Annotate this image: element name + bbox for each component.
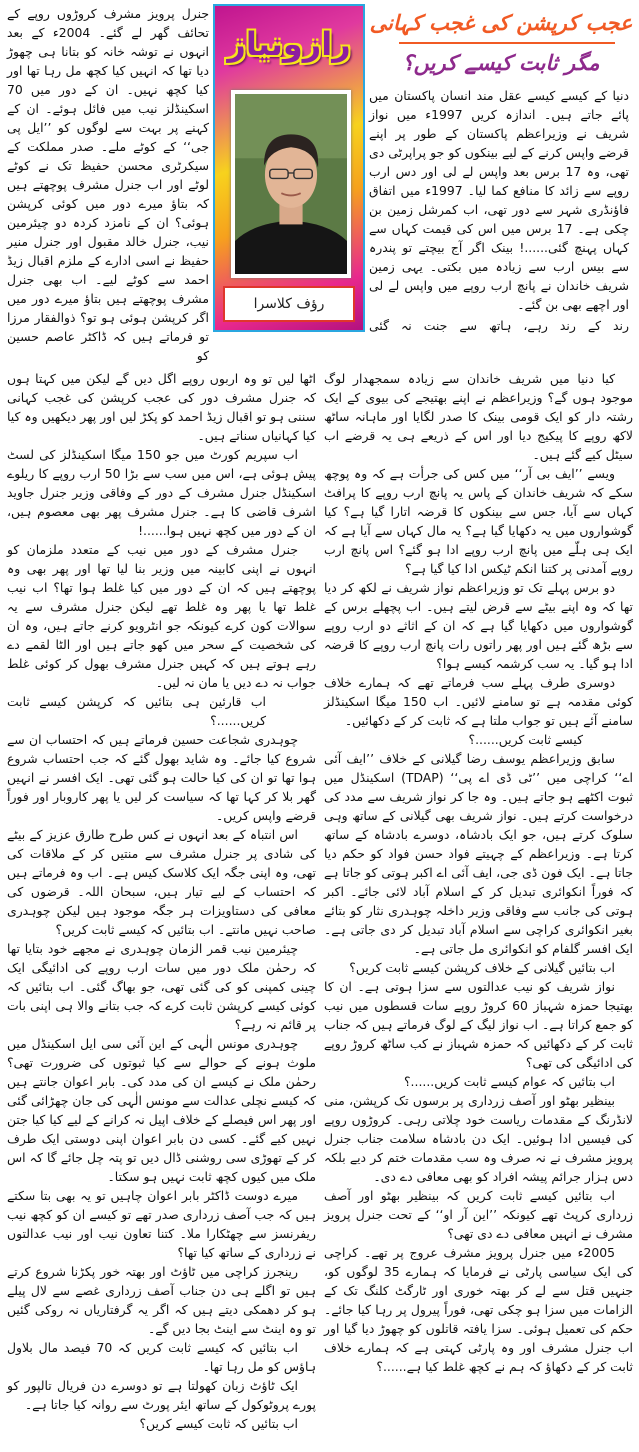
- paragraph: ویسے ’’ایف بی آر‘‘ میں کس کی جرأت ہے کہ وہ پوچھ سکے کہ شریف خاندان کے پاس یہ پانچ ارب روپے کا پرافٹ کہاں سے آیا، جس سے بینکوں کا قرضہ اتارا گیا ہے؟ کیا گوشواروں میں یہ دکھایا گیا ہے؟ یہ مال کہاں سے آیا ہے کہ ایک ہی ہلّے میں پانچ ارب روپے ادا ہو گئے؟ اس پانچ ارب روپے آمدنی پر کتنا انکم ٹیکس ادا کیا گیا ہے؟: [324, 466, 633, 576]
- bottom-section: [0, 365, 639, 1433]
- column-name-logo: رازونیاز: [227, 25, 351, 63]
- article-column-top-right: [369, 86, 629, 335]
- paragraph: چوہدری مونس الٰہی کے این آئی سی ایل اسکینڈل میں ملوث ہونے کے حوالے سے کیا ثبوتوں کی ضرورت تھی؟ رحمٰن ملک نے کیسے ان کی مدد کی۔ بابر اعوان جانتے ہیں کہ کیسے نچلی عدالت سے مونس الٰہی کی جان چھڑائی گئی اور پھر اس فیصلے کے خلاف اپیل نہ کرانے کے لیے کیا کیا جتن نہیں کیے گئے۔ کسی دن بابر اعوان اپنی دوستی ایک طرف کر کے تھوڑی سی روشنی ڈال دیں تو پتہ چل جائے گا کہ اس ملک میں کیوں کچھ ثابت نہیں ہو سکتا۔: [7, 1036, 316, 1184]
- headline-line-1: عجب کرپشن کی غجب کہانی: [369, 11, 633, 35]
- paragraph: دنیا کے کیسے کیسے عقل مند انسان پاکستان میں پائے جاتے ہیں۔ اندازہ کریں 1997ء میں نواز شریف نے وزیراعظم پاکستان کے طور پر اپنے قرضے واپس کرنے کے لیے بینکوں کو جو پراپرٹی دی تھی، وہ 17 برس بعد واپس لے لی اور دس ارب روپے سے زائد کا منافع کما لیا۔ 1997ء میں اتفاق فاؤنڈری شہر سے دور تھی، اب کمرشل زمین بن چکی ہے۔ 17 برس میں اس کی قیمت کہاں سے کہاں پہنچ گئی......! بینک اگر آج بیچتے تو پندرہ سے بیس ارب سے زیادہ میں بکتی۔ یہی زمین شریف خاندان نے پانچ ارب روپے میں واپس لے لی اور اچھے بھی بن گئے۔: [369, 88, 630, 312]
- paragraph: دو برس پہلے تک تو وزیراعظم نواز شریف نے لکھ کر دیا تھا کہ وہ اپنے بیٹے سے قرض لیتے ہیں۔ اب پچھلے برس کے گوشواروں میں دکھایا گیا ہے کہ ان کے اثاثے دو ارب روپے سے بڑھ گئے ہیں اور پھر راتوں رات پانچ ارب روپے کا قرضہ ادا ہو گیا۔ یہ سب کرشمہ کیسے ہوا؟: [324, 580, 633, 671]
- verse-line: رند کے رند رہے، ہاتھ سے جنت نہ گئی: [369, 318, 629, 333]
- paragraph: جنرل مشرف کے دور میں نیب کے متعدد ملزمان کو انہوں نے اپنی کابینہ میں وزیر بنا لیا تھا اور پھر بھی وہ پوچھتے ہیں کہ ان کے دور میں کیا غلط ہوا تھا؟ اب نیب غلط تھا یا پھر وہ غلط تھے لیکن جنرل مشرف سے یہ سوالات کون کرے کیونکہ جو انٹرویو کرنے جاتے ہیں، وہ ان کی شخصیت کے سحر میں کھو جاتے ہیں اور الٹا لقمے دے رہے ہوتے ہیں کہ کہیں جنرل مشرف بھول کر کوئی غلط جواب نہ دے دیں یا مان نہ لیں۔: [7, 542, 316, 690]
- paragraph: اب بتائیں کہ کیسے ثابت کریں کہ 70 فیصد مال بلاول ہاؤس کو مل رہا تھا۔: [7, 1340, 316, 1374]
- paragraph: کیا دنیا میں شریف خاندان سے زیادہ سمجھدار لوگ موجود ہوں گے؟ وزیراعظم نے اپنے بھتیجے کی بیوی کے ایک رشتہ دار کو ایک قومی بینک کا صدر لگایا اور ماہانہ ساٹھ لاکھ روپے کا پیکیج دیا اور اس کے ذریعے ہی یہ قرضے اب سیٹل کیے گئے ہیں۔: [324, 371, 633, 462]
- author-name: رؤف کلاسرا: [223, 286, 355, 322]
- paragraph: میرے دوست ڈاکٹر بابر اعوان چاہیں تو یہ بھی بتا سکتے ہیں کہ جب آصف زرداری صدر تھے تو کیسے ان کو کچھ نیب ریفرنسز سے چھٹکارا ملا۔ کتنا تعاون نیب اور نیب عدالتوں نے زرداری کے ساتھ کیا تھا؟: [7, 1188, 316, 1260]
- article-column-top-left: [7, 4, 209, 365]
- paragraph: رینجرز کراچی میں ٹاؤٹ اور بھتہ خور پکڑنا شروع کرتے ہیں تو اگلے ہی دن جناب آصف زرداری غصے سے لال پیلے ہو کر دھمکی دیتے ہیں کہ اگر یہ گرفتاریاں نہ روکی گئیں تو وہ اینٹ سے اینٹ بجا دیں گے۔: [7, 1264, 316, 1336]
- author-photo: [231, 90, 351, 278]
- article-column-right: [324, 369, 633, 1433]
- question-line: اب بتائیں کہ عوام کیسے ثابت کریں......؟: [403, 1074, 615, 1089]
- paragraph: اٹھا لیں تو وہ اربوں روپے اگل دیں گے لیکن میں کہتا ہوں کہ جنرل مشرف دور کی عجب کرپشن کی غجب کہانی سننی ہو تو اقبال زیڈ احمد کو پکڑ لیں اور پھر دیکھیں وہ کیا کیا کہانیاں سناتے ہیں۔: [7, 371, 316, 443]
- paragraph: 2005ء میں جنرل پرویز مشرف عروج پر تھے۔ کراچی کی ایک سیاسی پارٹی نے فرمایا کہ ہمارے 35 لوگوں کو، جنہیں قتل سے لے کر بھتہ خوری اور ٹارگٹ کلنگ تک کے الزامات میں سزا ہو چکی تھی، فوراً پیرول پر رہا کیا جائے۔ حکم کی تعمیل ہوئی۔ سزا یافتہ قاتلوں کو چھوڑ دیا گیا اور اب جنرل مشرف اور وہ پارٹی کہتی ہے کہ ہمارے خلاف ثابت کر کے دکھاؤ کہ ہم نے کچھ غلط کیا ہے......؟: [324, 1245, 633, 1374]
- paragraph: دوسری طرف پہلے سب فرماتے تھے کہ ہمارے خلاف کوئی مقدمہ ہے تو سامنے لائیں۔ اب 150 میگا اسکینڈلز سامنے آئے ہیں تو جواب ملتا ہے کہ ثابت کر کے دکھائیں۔: [324, 675, 633, 728]
- paragraph: سابق وزیراعظم یوسف رضا گیلانی کے خلاف ’’ایف آئی اے‘‘ کراچی میں ’’ٹی ڈی اے پی‘‘ (TDAP) اسکینڈل میں ثبوت اکٹھے ہو جاتے ہیں۔ وہ جا کر نواز شریف سے مدد کی درخواست کرتے ہیں۔ نواز شریف بھی گیلانی کے ساتھ وہی سلوک کرتے ہیں، جو ایک بادشاہ، دوسرے بادشاہ کے ساتھ کرتا ہے۔ وزیراعظم کے چہیتے فواد حسن فواد کو حکم دیا جاتا ہے۔ ایک فون ڈی جی، ایف آئی اے اکبر ہوتی کو جاتا ہے کہ فوراً انکوائری تبدیل کر کے اسلام آباد لائی جائے۔ اکبر ہوتی کی جانب سے وفاقی وزیر داخلہ چوہدری نثار کو بتائے بغیر انکوائری کراچی سے اسلام آباد تبدیل کر دی جاتی ہے۔ ایک افسر گلفام کو انکوائری مل جاتی ہے۔: [324, 751, 633, 956]
- paragraph: اب بتائیں کیسے ثابت کریں کہ بینظیر بھٹو اور آصف زرداری کرپٹ تھے کیونکہ ’’این آر او‘‘ کے تحت جنرل پرویز مشرف نے انہیں معافی دے دی تھی؟: [324, 1188, 633, 1241]
- top-section: [0, 0, 639, 365]
- paragraph: بینظیر بھٹو اور آصف زرداری پر برسوں تک کرپشن، منی لانڈرنگ کے مقدمات ریاست خود چلاتی رہی۔ کروڑوں روپے کی فیسیں ادا ہوئیں۔ ایک دن بادشاہ سلامت جناب جنرل پرویز مشرف نے نہ صرف وہ سب مقدمات ختم کر دیے بلکہ دس ہزار جرائم پیشہ افراد کو بھی معافی دے دی۔: [324, 1093, 633, 1184]
- question-line: اب بتائیں گیلانی کے خلاف کرپشن کیسے ثابت کریں؟: [349, 960, 615, 975]
- author-portrait-icon: [235, 94, 347, 274]
- paragraph: نواز شریف کو نیب عدالتوں سے سزا ہوتی ہے۔ ان کا بھتیجا حمزہ شہباز 60 کروڑ روپے سات قسطوں میں نیب کو جمع کراتا ہے۔ اب نواز لیگ کے لوگ فرماتے ہیں کہ جناب ثابت کر کے دکھائیں کہ حمزہ شہباز نے کب ساٹھ کروڑ روپے کی ادائیگی کی تھی؟: [324, 979, 634, 1070]
- paragraph: اب سپریم کورٹ میں جو 150 میگا اسکینڈلز کی لسٹ پیش ہوئی ہے، اس میں سب سے بڑا 50 ارب روپے کا ریلوے اسکینڈل جنرل مشرف کے دور کے وفاقی وزیر جنرل جاوید اشرف قاضی کا ہے۔ جنرل مشرف پھر بھی معصوم ہیں، ان کے دور میں کچھ نہیں ہوا......!: [7, 447, 316, 538]
- paragraph: اس انتباہ کے بعد انہوں نے کس طرح طارق عزیز کے بیٹے کی شادی پر جنرل مشرف سے منتیں کر کے ملاقات کی تھی، وہ اپنی جگہ ایک کلاسک کیس ہے۔ اب وہ فرماتے ہیں کہ احتساب کے لیے تیار ہیں، سبحان اللہ۔ قرضوں کی معافی کی دستاویزات ہر جگہ موجود ہیں لیکن چوہدری صاحب نہیں مانتے۔ اب بتائیں کہ کیسے ثابت کریں؟: [7, 827, 316, 937]
- article-column-left: [7, 369, 316, 1433]
- headline-and-intro: [369, 4, 633, 335]
- question-line: کیسے ثابت کریں......؟: [468, 732, 583, 747]
- question-line: اب قارئین ہی بتائیں کہ کرپشن کیسے ثابت کریں......؟: [7, 694, 266, 728]
- headline: [369, 4, 633, 82]
- paragraph: چیئرمین نیب قمر الزمان چوہدری نے مجھے خود بتایا تھا کہ رحمٰن ملک دور میں سات ارب روپے کی ادائیگی ایک چینی کمپنی کو کی گئی تھی، جو بھاگ گئی۔ اب بتائیں کہ کوئی کیسے کرپشن ثابت کرے کہ جب بتانے والا ہی اپنی بات پر قائم نہ رہے؟: [7, 941, 316, 1032]
- paragraph: جنرل پرویز مشرف کروڑوں روپے کے تحائف گھر لے گئے۔ 2004ء کے بعد انہوں نے توشہ خانہ کو بتانا ہی چھوڑ دیا تھا کہ انہیں کیا کچھ مل رہا تھا اور کیا کچھ نہیں۔ ان کے دور میں 70 اسکینڈلز نیب میں فائل ہوئے۔ ان کے کہنے پر بہت سے لوگوں کو ’’ایل پی جی‘‘ کے کوٹے ملے۔ صدر مملکت کے سیکرٹری محسن حفیظ تک نے کوٹے لوٹے اور اب جنرل مشرف پوچھتے ہیں کہ بتاؤ میرے دور میں کوئی کرپشن ہوئی؟ ان کے نامزد کردہ دو چیئرمین نیب، جنرل خالد مقبول اور جنرل منیر حفیظ نے اسی ادارے کے ملزم اقبال زیڈ احمد سے کوٹے لیے۔ اب بھی جنرل مشرف پوچھتے ہیں بتاؤ میرے دور میں اگر کرپشن ہوئی ہو تو؟ ذوالفقار مرزا تو فرماتے ہیں کہ ڈاکٹر عاصم حسین کو: [7, 6, 209, 363]
- column-banner: [213, 4, 365, 332]
- paragraph: اب بتائیں کہ ثابت کیسے کریں؟: [139, 1416, 298, 1431]
- paragraph: ایک ٹاؤٹ زبان کھولتا ہے تو دوسرے دن فریال تالپور کو پورے پروٹوکول کے ساتھ ایئر پورٹ سے روانہ کیا جاتا ہے۔: [7, 1378, 316, 1412]
- headline-line-2: مگر ثابت کیسے کریں؟: [402, 51, 600, 75]
- paragraph: چوہدری شجاعت حسین فرماتے ہیں کہ احتساب ان سے شروع کیا جائے۔ وہ شاید بھول گئے کہ جب احتساب شروع ہوا تھا تو ان کی کیا حالت ہو گئی تھی۔ ایک افسر نے انہیں گھر بلا کر کہا تھا کہ سیاست کر لیں یا پھر کاروبار اور فوراً قرضے واپس کریں۔: [7, 732, 316, 823]
